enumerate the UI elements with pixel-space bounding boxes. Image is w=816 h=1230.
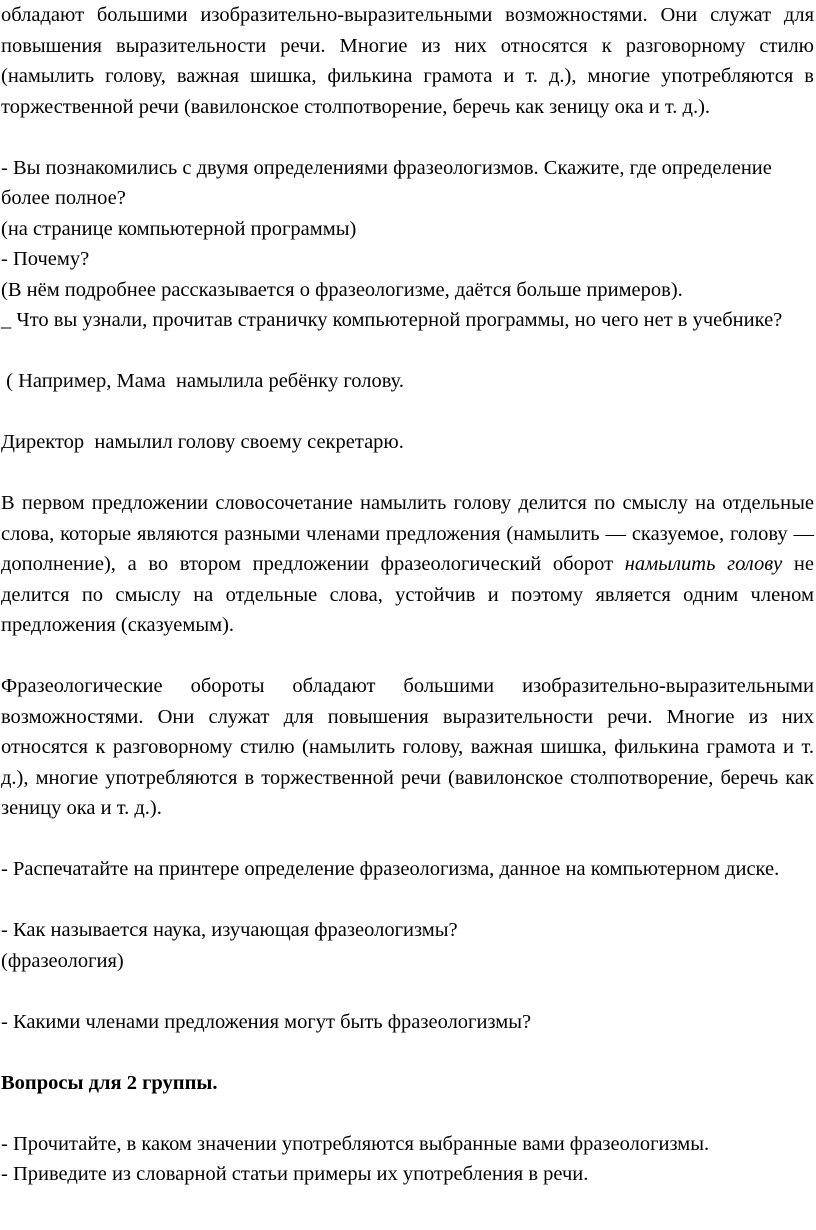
group2-heading: Вопросы для 2 группы.	[1, 1071, 218, 1094]
question-definitions: - Вы познакомились с двумя определениями фразеологизмов. Скажите, где определение более полное?	[1, 156, 772, 209]
spacer	[1, 885, 814, 916]
explanation-paragraph	[1, 488, 814, 641]
explanation-italic-phrase: намылить голову	[624, 553, 783, 575]
question-examples: - Приведите из словарной статьи примеры их употребления в речи.	[1, 1163, 589, 1185]
spacer	[1, 641, 814, 672]
question-members: - Какими членами предложения могут быть фразеологизмы?	[1, 1010, 532, 1033]
spacer	[1, 458, 814, 489]
answer-definitions: (на странице компьютерной программы)	[1, 217, 357, 240]
print-task: - Распечатайте на принтере определение фразеологизма, данное на компьютерном диске.	[1, 858, 780, 880]
example-sentence-1: ( Например, Мама намылила ребёнку голову.	[1, 370, 405, 392]
phraseology-paragraph: Фразеологические обороты обладают большими изобразительно-выразительными возможностями. Они служат для повышения выразительности речи. Многие из них относятся к разговорному стилю (намылить голову, важная шишка, филькина грамота и т. д.), многие употребляются в торжественной речи (вавилонское столпотворение, беречь как зеницу ока и т. д.).	[1, 675, 814, 819]
spacer	[1, 1098, 814, 1129]
question-why: - Почему?	[1, 248, 90, 270]
intro-paragraph: обладают большими изобразительно-выразительными возможностями. Они служат для повышения выразительности речи. Многие из них относятся к разговорному стилю (намылить голову, важная шишка, филькина грамота и т. д.), многие употребляются в торжественной речи (вавилонское столпотворение, беречь как зеницу ока и т. д.).	[1, 4, 814, 118]
question-meaning: - Прочитайте, в каком значении употребляются выбранные вами фразеологизмы.	[1, 1132, 710, 1155]
explanation-text-2: не делится по смыслу на отдельные слова, устойчив и поэтому является одним членом предложения (сказуемым).	[1, 553, 814, 636]
spacer	[1, 976, 814, 1007]
question-learned: _ Что вы узнали, прочитав страничку компьютерной программы, но чего нет в учебнике?	[1, 309, 783, 331]
explanation-text-1: В первом предложении словосочетание намылить голову делится по смыслу на отдельные слова, которые являются разными членами предложения (намылить — сказуемое, голову — дополнение), а во втором предложении фразеологический оборот	[1, 492, 814, 575]
spacer	[1, 397, 814, 428]
spacer	[1, 824, 814, 855]
answer-why: (В нём подробнее рассказывается о фразеологизме, даётся больше примеров).	[1, 278, 683, 301]
spacer	[1, 1037, 814, 1068]
question-science: - Как называется наука, изучающая фразеологизмы?	[1, 919, 458, 941]
example-sentence-2: Директор намылил голову своему секретарю.	[1, 431, 404, 453]
answer-science: (фразеология)	[1, 949, 124, 972]
document-page	[1, 0, 814, 1190]
spacer	[1, 336, 814, 367]
spacer	[1, 122, 814, 153]
